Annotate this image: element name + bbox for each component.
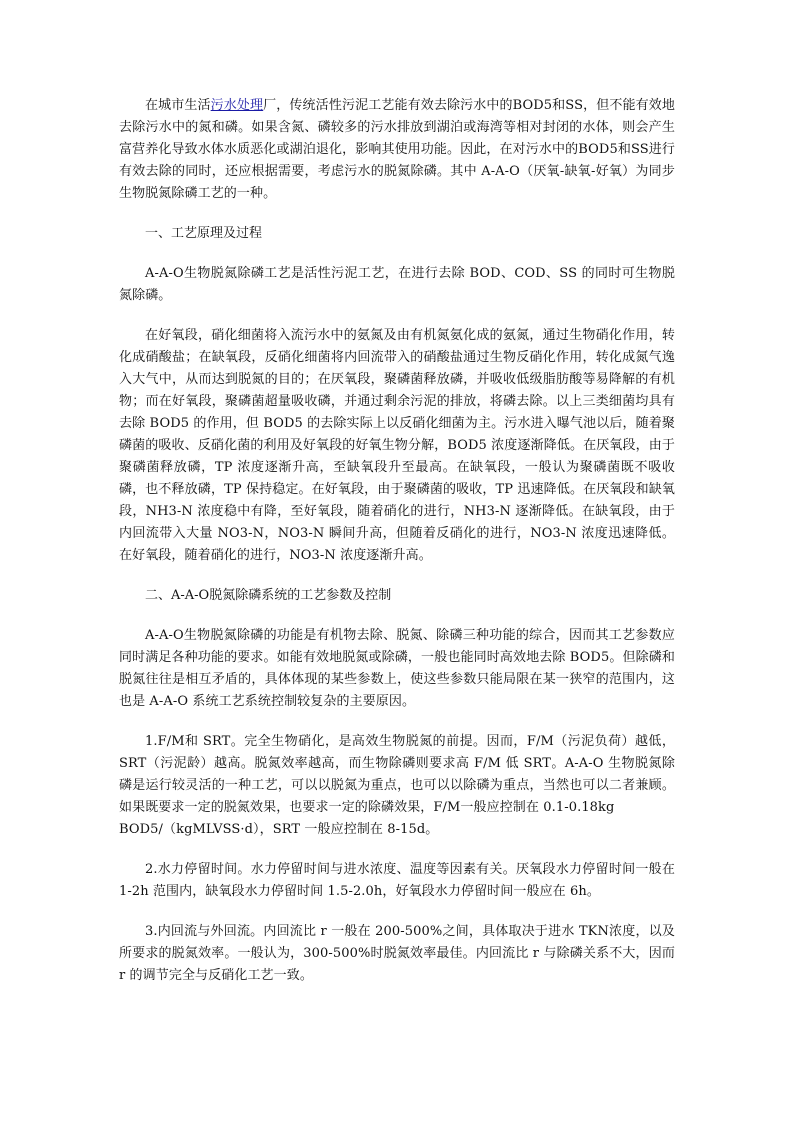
intro-text-before-link: 在城市生活	[145, 98, 211, 113]
intro-paragraph	[119, 95, 675, 205]
section1-paragraph-2: 在好氧段，硝化细菌将入流污水中的氨氮及由有机氮氨化成的氨氮，通过生物硝化作用，转化成硝酸盐；在缺氧段，反硝化细菌将内回流带入的硝酸盐通过生物反硝化作用，转化成氮气逸入大气中，从而达到脱氮的目的；在厌氧段，聚磷菌释放磷，并吸收低级脂肪酸等易降解的有机物；而在好氧段，聚磷菌超量吸收磷，并通过剩余污泥的排放，将磷去除。以上三类细菌均具有去除 BOD5 的作用，但 BOD5 的去除实际上以反硝化细菌为主。污水进入曝气池以后，随着聚磷菌的吸收、反硝化菌的利用及好氧段的好氧生物分解，BOD5 浓度逐渐降低。在厌氧段，由于聚磷菌释放磷，TP 浓度逐渐升高，至缺氧段升至最高。在缺氧段，一般认为聚磷菌既不吸收磷，也不释放磷，TP 保持稳定。在好氧段，由于聚磷菌的吸收，TP 迅速降低。在厌氧段和缺氧段，NH3-N 浓度稳中有降，至好氧段，随着硝化的进行，NH3-N 逐渐降低。在缺氧段，由于内回流带入大量 NO3-N，NO3-N 瞬间升高，但随着反硝化的进行，NO3-N 浓度迅速降低。在好氧段，随着硝化的进行，NO3-N 浓度逐渐升高。	[119, 328, 675, 563]
section1-paragraph-1: A-A-O生物脱氮除磷工艺是活性污泥工艺，在进行去除 BOD、COD、SS 的同时可生物脱氮除磷。	[119, 266, 675, 303]
item-1-fm-srt	[119, 731, 675, 841]
item-1-unit-text: BOD5/（kgMLVSS·d），SRT 一般应控制在 8-15d。	[119, 822, 439, 837]
section1-heading: 一、工艺原理及过程	[145, 226, 263, 241]
item-1-main-text: 1.F/M和 SRT。完全生物硝化，是高效生物脱氮的前提。因而，F/M（污泥负荷）越低，SRT（污泥龄）越高。脱氮效率越高，而生物除磷则要求高 F/M 低 SRT。A-A-O 生物脱氮除磷是运行较灵活的一种工艺，可以以脱氮为重点，也可以以除磷为重点，当然也可以二者兼顾。如果既要求一定的脱氮效果，也要求一定的除磷效果，F/M一般应控制在 0.1-0.18kg	[119, 734, 675, 815]
wastewater-treatment-link[interactable]: 污水处理	[210, 98, 264, 113]
document-page	[119, 95, 675, 1005]
section2-heading: 二、A-A-O脱氮除磷系统的工艺参数及控制	[145, 588, 392, 603]
intro-text-after-link: 厂，传统活性污泥工艺能有效去除污水中的BOD5和SS，但不能有效地去除污水中的氮和磷。如果含氮、磷较多的污水排放到湖泊或海湾等相对封闭的水体，则会产生富营养化导致水体水质恶化或湖泊退化，影响其使用功能。因此，在对污水中的BOD5和SS进行有效去除的同时，还应根据需要，考虑污水的脱氮除磷。其中 A-A-O（厌氧-缺氧-好氧）为同步生物脱氮除磷工艺的一种。	[119, 98, 675, 201]
section2-paragraph-1: A-A-O生物脱氮除磷的功能是有机物去除、脱氮、除磷三种功能的综合，因而其工艺参数应同时满足各种功能的要求。如能有效地脱氮或除磷，一般也能同时高效地去除 BOD5。但除磷和脱氮往往是相互矛盾的，具体体现的某些参数上，使这些参数只能局限在某一狭窄的范围内，这也是 A-A-O 系统工艺系统控制较复杂的主要原因。	[119, 628, 675, 709]
item-2-hydraulic-retention: 2.水力停留时间。水力停留时间与进水浓度、温度等因素有关。厌氧段水力停留时间一般在 1-2h 范围内，缺氧段水力停留时间 1.5-2.0h，好氧段水力停留时间一般应在 6h。	[119, 862, 675, 899]
item-3-reflux: 3.内回流与外回流。内回流比 r 一般在 200-500%之间，具体取决于进水 TKN浓度，以及所要求的脱氮效率。一般认为，300-500%时脱氮效率最佳。内回流比 r 与除磷关系不大，因而 r 的调节完全与反硝化工艺一致。	[119, 924, 675, 983]
